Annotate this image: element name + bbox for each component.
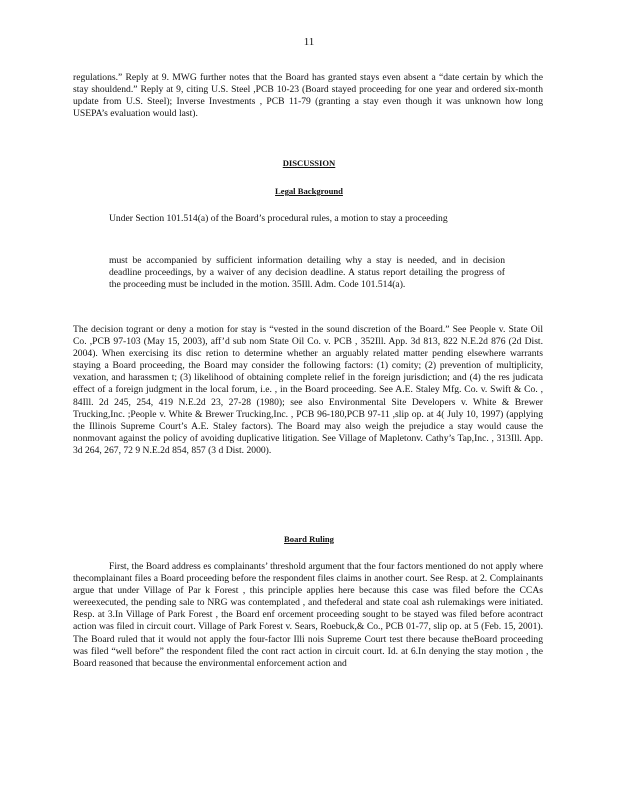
page-number: 11 — [303, 36, 315, 48]
heading-legal-background — [0, 186, 618, 196]
paragraph-section-101-514: Under Section 101.514(a) of the Board’s procedural rules, a motion to stay a proceeding — [109, 213, 448, 224]
heading-board-ruling — [0, 534, 618, 544]
paragraph-intro-reply: regulations.” Reply at 9. MWG further notes that the Board has granted stays even absent a “date certain by which the stay shouldend.” Reply at 9, citing U.S. Steel ,PCB 10-23 (Board stayed proceeding for one year and ordered six-month update from U.S. Steel); Inverse Investments , PCB 11-79 (granting a stay even though it was unknown how long USEPA’s evaluation would last). — [73, 72, 543, 120]
paragraph-board-ruling: First, the Board address es complainants’ threshold argument that the four factors mentioned do not apply where thecomplainant files a Board proceeding before the respondent files claims in another court. See Resp. at 2. Complainants argue that under Village of Par k Forest , this principle applies here because this case was filed before the CCAs wereexecuted, the pending sale to NRG was contemplated , and thefederal and state coal ash rulemakings were initiated. Resp. at 3.In Village of Park Forest , the Board enf orcement proceeding sought to be stayed was filed before acontract action was filed in circuit court. Village of Park Forest v. Sears, Roebuck,& Co., PCB 01-77, slip op. at 5 (Feb. 15, 2001). The Board ruled that it would not apply the four-factor Illi nois Supreme Court test there because theBoard proceeding was filed “well before” the respondent filed the cont ract action in circuit court. Id. at 6.In denying the stay motion , the Board reasoned that because the environmental enforcement action and — [73, 561, 543, 669]
block-quote-rule: must be accompanied by sufficient information detailing why a stay is needed, and in decision deadline proceedings, by a waiver of any decision deadline. A status report detailing the progress of the proceeding must be included in the motion. 35Ill. Adm. Code 101.514(a). — [109, 255, 505, 291]
heading-legal-background-text: Legal Background — [275, 186, 343, 196]
heading-board-ruling-text: Board Ruling — [284, 534, 334, 544]
paragraph-legal-standard: The decision togrant or deny a motion for stay is “vested in the sound discretion of the Board.” See People v. State Oil Co. ,PCB 97-103 (May 15, 2003), aff’d sub nom State Oil Co. v. PCB , 352Ill. App. 3d 813, 822 N.E.2d 876 (2d Dist. 2004). When exercising its disc retion to determine whether an arguably related matter pending elsewhere warrants staying a Board proceeding, the Board may consider the following factors: (1) comity; (2) prevention of multiplicity, vexation, and harassmen t; (3) likelihood of obtaining complete relief in the foreign jurisdiction; and (4) the res judicata effect of a foreign judgment in the local forum, i.e. , in the Board proceeding. See A.E. Staley Mfg. Co. v. Swift & Co. , 84Ill. 2d 245, 254, 419 N.E.2d 23, 27-28 (1980); see also Environmental Site Developers v. White & Brewer Trucking,Inc. ;People v. White & Brewer Trucking,Inc. , PCB 96-180,PCB 97-11 ,slip op. at 4( July 10, 1997) (applying the Illinois Supreme Court’s A.E. Staley factors). The Board may also weigh the prejudice a stay would cause the nonmovant against the policy of avoiding duplicative litigation. See Village of Mapletonv. Cathy’s Tap,Inc. , 313Ill. App. 3d 264, 267, 72 9 N.E.2d 854, 857 (3 d Dist. 2000). — [73, 324, 543, 456]
heading-discussion-text: DISCUSSION — [282, 158, 336, 168]
heading-discussion — [0, 158, 618, 168]
